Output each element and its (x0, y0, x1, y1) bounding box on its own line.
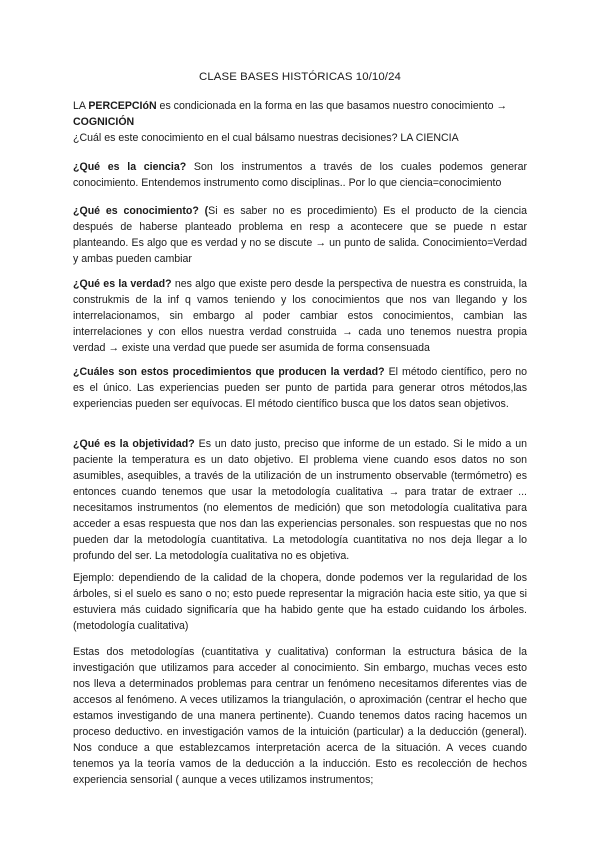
section-text: nes algo que existe pero desde la perspectiva de nuestra es construida, la construkmis de la inf q vamos teniendo y los conocimientos que nos van llegando y los interrelacionamos, sin embargo al poder cambiar estos conocimientos, cambian las interrelaciones y con ellos nuestra verdad construida → cada uno tenemos nuestra propia verdad → existe una verdad que puede ser asumida de forma consensuada (73, 278, 528, 354)
closing-paragraph: Estas dos metodologías (cuantitativa y cualitativa) conforman la estructura básica de la investigación que utilizamos para acceder al conocimiento. Sin embargo, muchas veces esto nos lleva a determinados problemas para centrar un fenómeno necesitamos diferentes vias de accesos al fenómeno. A veces utilizamos la triangulación, o aproximación (centrar el hecho que estamos investigando de una manera pertinente). Cuando tenemos datos racing hacemos un proceso deductivo. en investigación vamos de la intuición (particular) a la deducción (general). Nos conduce a que establezcamos interpretación acerca de la situación. A veces cuando tenemos ya la teoría vamos de la deducción a la inducción. Esto es recolección de hechos experiencia sensorial ( aunque a veces utilizamos instrumentos; (73, 646, 527, 786)
section-procedimientos (73, 364, 527, 412)
section-question: ¿Cuáles son estos procedimientos que producen la verdad? (73, 366, 385, 378)
section-question: ¿Qué es la verdad? (73, 278, 172, 290)
section-question: ¿Qué es la ciencia? (73, 161, 187, 173)
intro-term-percepcion: PERCEPCIóN (88, 100, 157, 112)
section-conocimiento (73, 203, 527, 267)
intro-paragraph (73, 98, 527, 146)
intro-mid: es condicionada en la forma en las que basamos nuestro conocimiento → (156, 100, 507, 112)
intro-term-cognicion: COGNICIÓN (73, 116, 135, 128)
section-text: El método científico, pero no es el único. Las experiencias pueden ser punto de partida para generar otros métodos,las experiencias pueden ser equívocas. El método científico busca que los datos sean objetivos. (73, 366, 527, 410)
example-paragraph: Ejemplo: dependiendo de la calidad de la chopera, donde podemos ver la regularidad de los árboles, si el suelo es sano o no; esto puede representar la migración hacia este sitio, ya que si estuviera más cuidado significaría que ha habido gente que ha estado cuidando los árboles. (metodología cualitativa) (73, 572, 527, 632)
page-title: CLASE BASES HISTÓRICAS 10/10/24 (199, 71, 401, 83)
section-question: ¿Qué es la objetividad? (73, 438, 195, 450)
section-text: Son los instrumentos a través de los cuales podemos generar conocimiento. Entendemos instrumento como disciplinas.. Por lo que ciencia=conocimiento (73, 161, 527, 189)
section-text: Si es saber no es procedimiento) Es el producto de la ciencia después de haberse planteado problema en resp a acontecere que se puede n estar planteando. Es algo que es verdad y no se discute → un punto de salida. Conocimiento=Verdad y ambas pueden cambiar (73, 205, 527, 265)
section-question: ¿Qué es conocimiento? ( (73, 205, 209, 217)
intro-question: ¿Cuál es este conocimiento en el cual bálsamo nuestras decisiones? LA CIENCIA (73, 132, 459, 144)
section-verdad (73, 276, 527, 356)
section-text: Es un dato justo, preciso que informe de un estado. Si le mido a un paciente la temperatura es un dato objetivo. El problema viene cuando esos datos no son asumibles, asequibles, a través de la utilización de un instrumento observable (termómetro) es entonces cuando tenemos que usar la metodología cualitativa → para tratar de extraer ... necesitamos instrumentos (no elementos de medición) que son metodología cualitativa para acceder a esas respuesta que nos dan las experiencias personales. son respuestas que no nos pueden dar la metodología cuantitativa. La metodología cuantitativa no nos deja llegar a lo profundo del ser. La metodología cualitativa no es objetiva. (73, 438, 527, 562)
intro-pre: LA (73, 100, 89, 112)
section-objetividad (73, 436, 527, 564)
section-ciencia (73, 159, 527, 191)
